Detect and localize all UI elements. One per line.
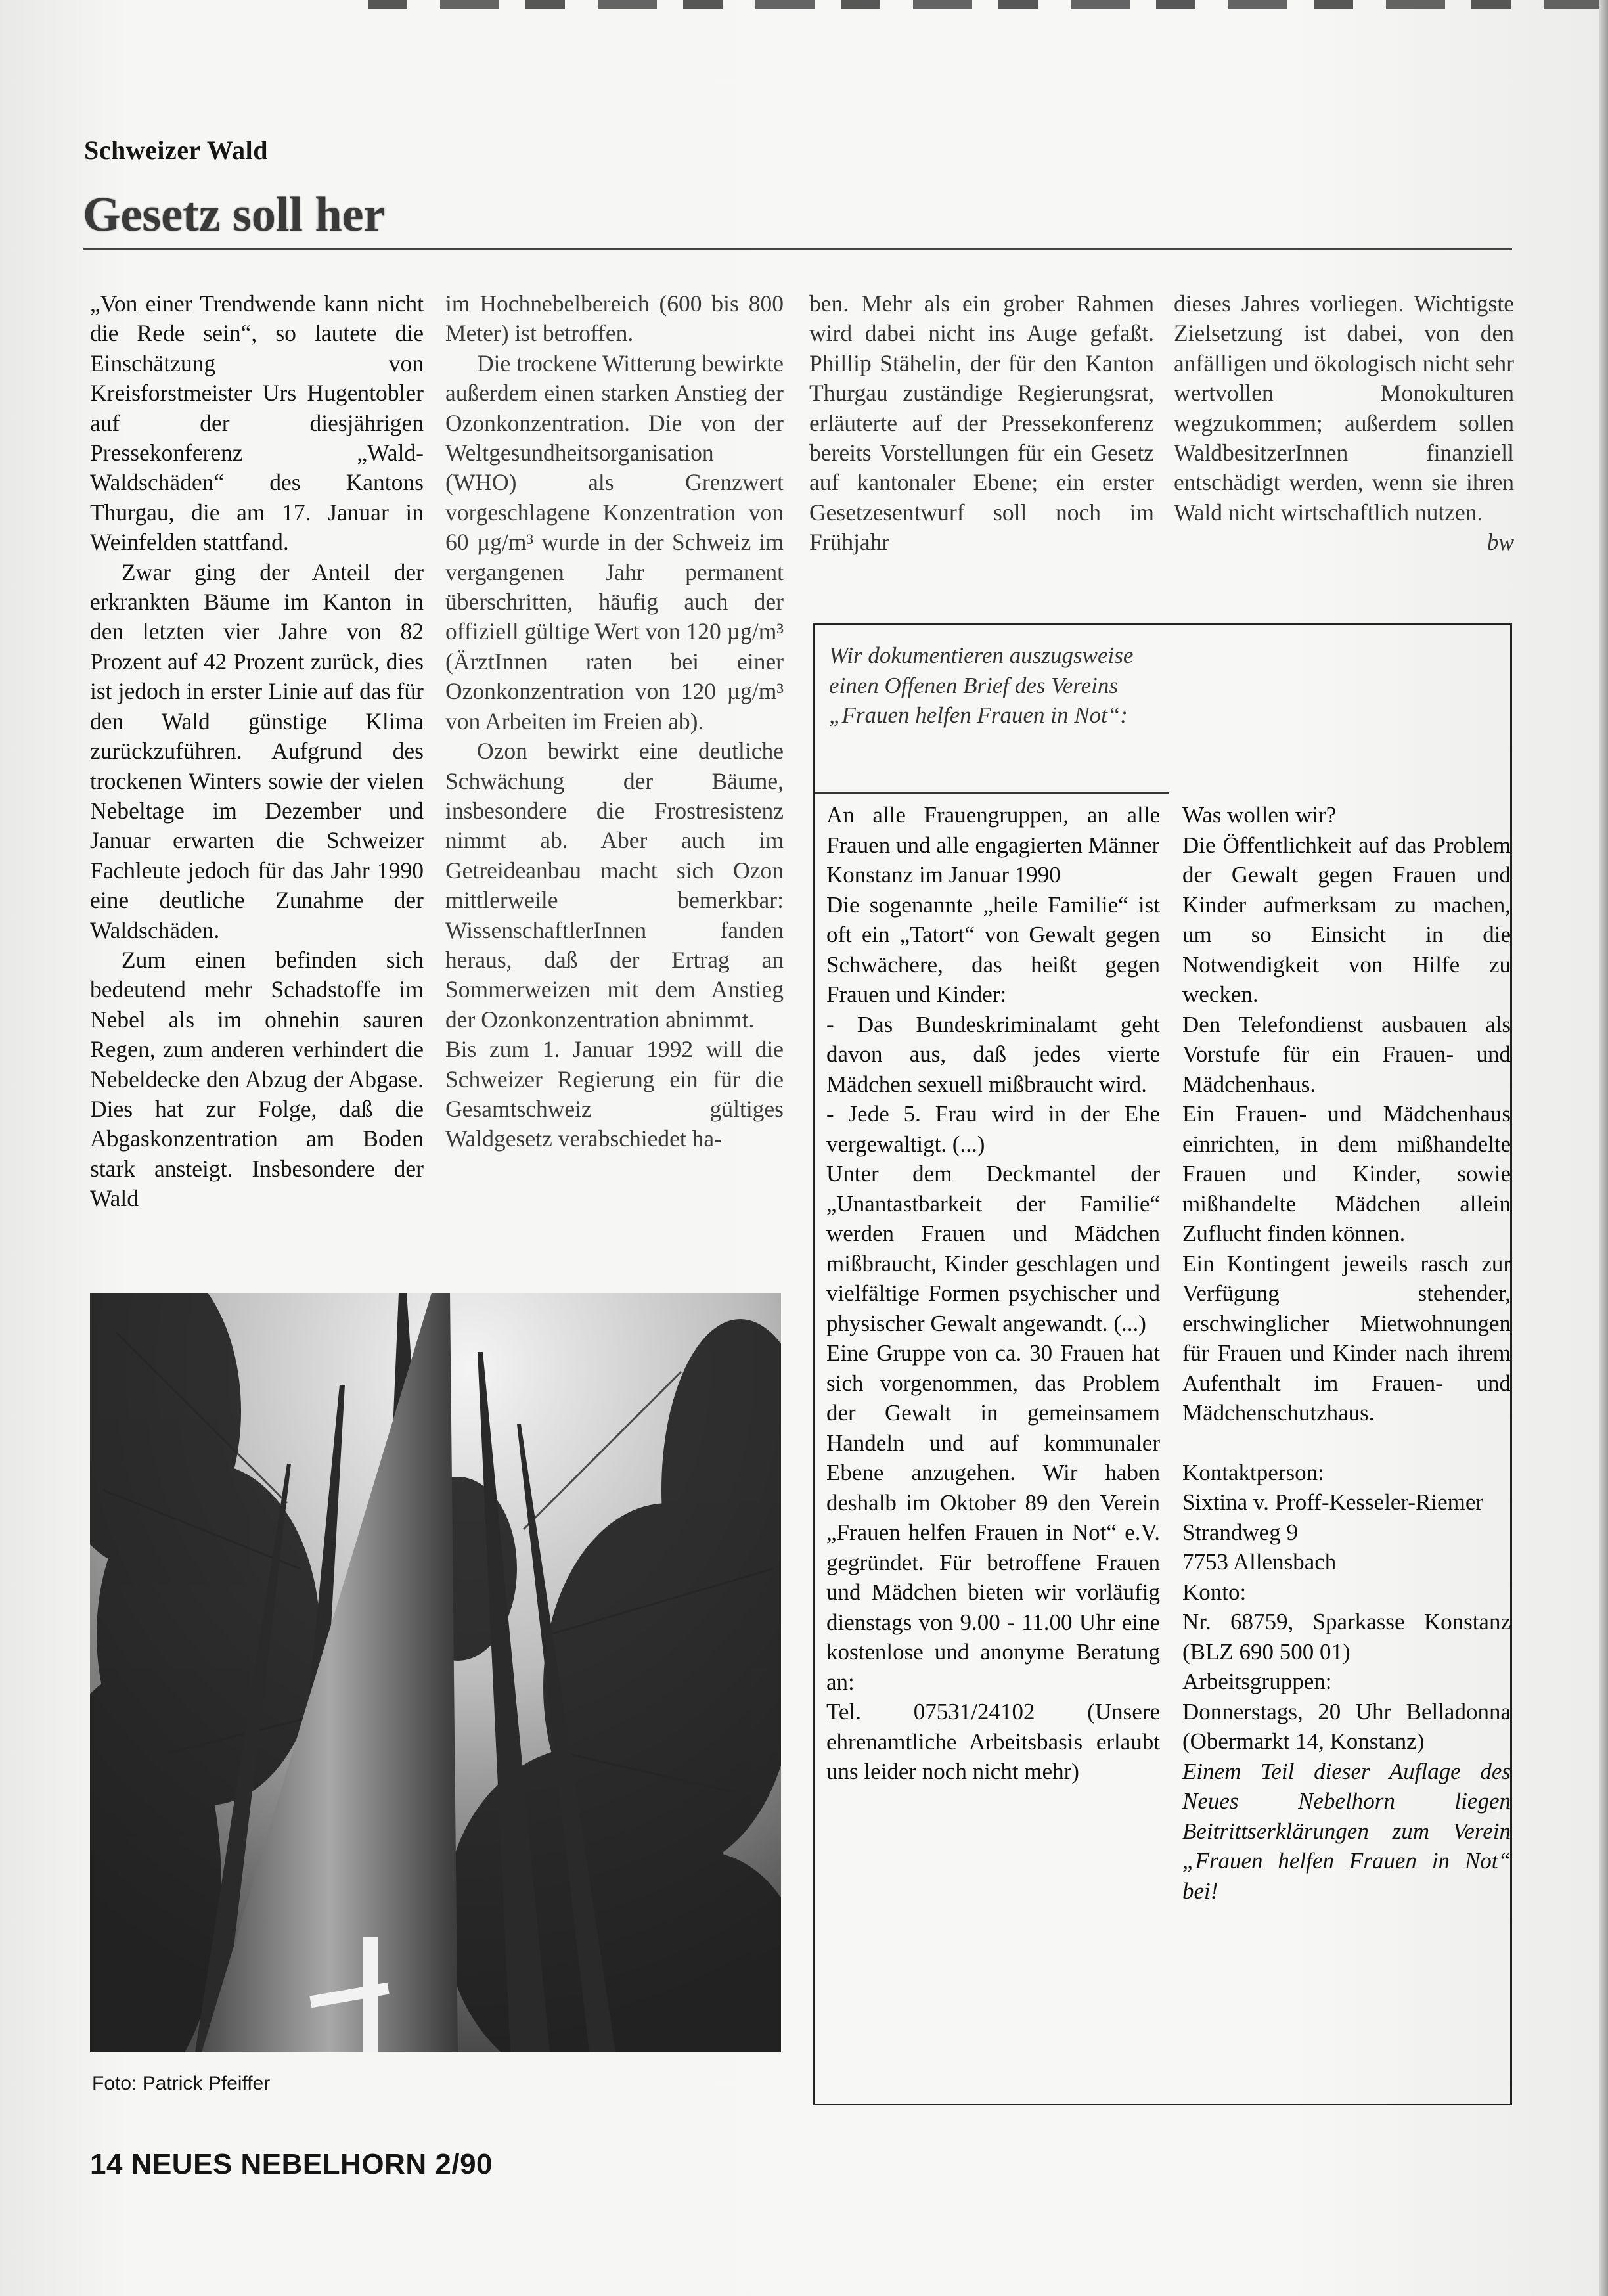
headline-rule	[83, 248, 1512, 250]
article-kicker: Schweizer Wald	[84, 135, 268, 165]
article-column-3	[809, 289, 1154, 558]
contact-line: Nr. 68759, Sparkasse Konstanz (BLZ 690 500 01)	[1182, 1609, 1511, 1665]
contact-line: Konto:	[1182, 1579, 1247, 1605]
letter-line: Tel. 07531/24102 (Unsere ehrenamtliche Arbeitsbasis erlaubt uns leider noch nicht mehr)	[826, 1699, 1160, 1784]
letter-column-2	[1182, 800, 1511, 1906]
letter-line: - Jede 5. Frau wird in der Ehe vergewaltigt. (...)	[826, 1101, 1160, 1157]
letter-line: Konstanz im Januar 1990	[826, 862, 1061, 888]
contact-line: Strandweg 9	[1182, 1519, 1298, 1545]
article-column-1	[90, 289, 424, 1214]
paragraph: ben. Mehr als ein grober Rahmen wird dabei nicht ins Auge gefaßt. Phillip Stähelin, der für den Kanton Thurgau zuständige Regierungsrat, erläuterte auf der Pressekonferenz bereits Vorstellungen für ein Gesetz auf kantonaler Ebene; ein erster Gesetzesentwurf soll noch im Frühjahr	[809, 290, 1154, 556]
tree-canopy-image	[90, 1293, 781, 2052]
contact-line: Sixtina v. Proff-Kesseler-Riemer	[1182, 1489, 1484, 1515]
article-column-4	[1174, 289, 1514, 558]
letter-column-1	[826, 800, 1160, 1787]
scan-right-edge	[1599, 0, 1608, 2296]
photo-caption: Foto: Patrick Pfeiffer	[92, 2073, 271, 2094]
box-intro-rule	[815, 792, 1169, 794]
box-intro: Wir dokumentieren auszugsweise einen Offenen Brief des Vereins „Frauen helfen Frauen in Not“:	[829, 642, 1134, 728]
letter-line: An alle Frauengruppen, an alle Frauen und alle engagierten Männer	[826, 802, 1160, 858]
forest-photo	[90, 1293, 781, 2052]
letter-line: Die Öffentlichkeit auf das Problem der Gewalt gegen Frauen und Kinder aufmerksam zu machen, um so Einsicht in die Notwendigkeit von Hilfe zu wecken.	[1182, 832, 1511, 1007]
letter-line: Eine Gruppe von ca. 30 Frauen hat sich vorgenommen, das Problem der Gewalt in gemeinsamem Handeln und auf kommunaler Ebene anzugehen. Wir haben deshalb im Oktober 89 den Verein „Frauen helfen Frauen in Not“ e.V. gegründet. Für betroffene Frauen und Mädchen bieten wir vorläufig dienstags von 9.00 - 11.00 Uhr eine kostenlose und anonyme Beratung an:	[826, 1340, 1160, 1695]
letter-line: Was wollen wir?	[1182, 802, 1337, 828]
letter-line: - Das Bundeskriminalamt geht davon aus, daß jedes vierte Mädchen sexuell mißbraucht wird.	[826, 1011, 1160, 1097]
contact-line: Arbeitsgruppen:	[1182, 1669, 1332, 1694]
article-column-2	[445, 289, 784, 1154]
article-headline: Gesetz soll her	[83, 188, 386, 242]
letter-line: Unter dem Deckmantel der „Unantastbarkeit der Familie“ werden Frauen und Mädchen mißbraucht, Kinder geschlagen und vielfältige Formen psychischer und physischer Gewalt angewandt. (...)	[826, 1161, 1160, 1336]
contact-line: 7753 Allensbach	[1182, 1549, 1337, 1575]
letter-line: Ein Frauen- und Mädchenhaus einrichten, in dem mißhandelte Frauen und Kinder, sowie mißhandelte Mädchen allein Zuflucht finden können.	[1182, 1101, 1511, 1246]
page-folio: 14 NEUES NEBELHORN 2/90	[90, 2148, 493, 2180]
paragraph: „Von einer Trendwende kann nicht die Rede sein“, so lautete die Einschätzung von Kreisforstmeister Urs Hugentobler auf der diesjährigen Pressekonferenz „Wald-Waldschäden“ des Kantons Thurgau, die am 17. Januar in Weinfelden stattfand.	[90, 290, 424, 556]
author-signature: bw	[1486, 529, 1514, 556]
paragraph: Zum einen befinden sich bedeutend mehr Schadstoffe im Nebel als im ohnehin sauren Regen, zum anderen verhindert die Nebeldecke den Abzug der Abgase. Dies hat zur Folge, daß die Abgaskonzentration am Boden stark ansteigt. Insbesondere der Wald	[90, 946, 424, 1212]
paragraph: Bis zum 1. Januar 1992 will die Schweizer Regierung ein für die Gesamtschweiz gültiges Waldgesetz verabschiedet ha-	[445, 1036, 784, 1152]
paragraph: Zwar ging der Anteil der erkrankten Bäume im Kanton in den letzten vier Jahre von 82 Prozent auf 42 Prozent zurück, dies ist jedoch in erster Linie auf das für den Wald günstige Klima zurückzuführen. Aufgrund des trockenen Winters sowie der vielen Nebeltage im Dezember und Januar erwarten die Schweizer Fachleute jedoch für das Jahr 1990 eine deutliche Zunahme der Waldschäden.	[90, 558, 424, 943]
paragraph: Die trockene Witterung bewirkte außerdem einen starken Anstieg der Ozonkonzentration. Die von der Weltgesundheitsorganisation (WHO) als Grenzwert vorgeschlagene Konzentration von 60 µg/m³ wurde in der Schweiz im vergangenen Jahr permanent überschritten, häufig auch der offiziell gültige Wert von 120 µg/m³ (ÄrztInnen raten bei einer Ozonkonzentration von 120 µg/m³ von Arbeiten im Freien ab).	[445, 349, 784, 734]
letter-line: Ein Kontingent jeweils rasch zur Verfügung stehender, erschwinglicher Mietwohnungen für Frauen und Kinder nach ihrem Aufenthalt im Frauen- und Mädchenschutzhaus.	[1182, 1250, 1511, 1426]
paragraph: dieses Jahres vorliegen. Wichtigste Zielsetzung ist dabei, von den anfälligen und ökologisch nicht sehr wertvollen Monokulturen wegzukommen; außerdem sollen WaldbesitzerInnen finanziell entschädigt werden, wenn sie ihren Wald nicht wirtschaftlich nutzen.	[1174, 290, 1514, 526]
paragraph: im Hochnebelbereich (600 bis 800 Meter) ist betroffen.	[445, 290, 784, 347]
letter-line: Die sogenannte „heile Familie“ ist oft ein „Tatort“ von Gewalt gegen Schwächere, das heißt gegen Frauen und Kinder:	[826, 891, 1160, 1007]
contact-line: Donnerstags, 20 Uhr Belladonna (Obermarkt 14, Konstanz)	[1182, 1698, 1511, 1754]
scan-top-edge	[368, 0, 1608, 9]
spacer	[1182, 1428, 1511, 1458]
letter-line: Den Telefondienst ausbauen als Vorstufe für ein Frauen- und Mädchenhaus.	[1182, 1011, 1511, 1097]
closing-note: Einem Teil dieser Auflage des Neues Nebelhorn liegen Beitrittserklärungen zum Verein „Frauen helfen Frauen in Not“ bei!	[1182, 1758, 1511, 1904]
contact-line: Kontaktperson:	[1182, 1459, 1324, 1485]
paragraph: Ozon bewirkt eine deutliche Schwächung der Bäume, insbesondere die Frostresistenz nimmt ab. Aber auch im Getreideanbau macht sich Ozon mittlerweile bemerkbar: WissenschaftlerInnen fanden heraus, daß der Ertrag an Sommerweizen mit dem Anstieg der Ozonkonzentration abnimmt.	[445, 738, 784, 1033]
